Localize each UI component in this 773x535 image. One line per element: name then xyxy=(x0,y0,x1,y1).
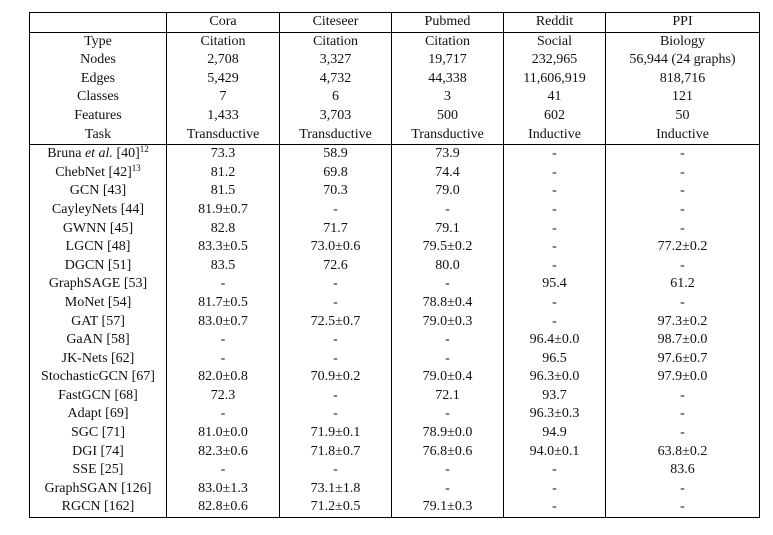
method-name-text: StochasticGCN [67] xyxy=(41,369,155,385)
table-header-row xyxy=(30,13,760,33)
table-cell: - xyxy=(392,405,504,424)
table-cell: 71.2±0.5 xyxy=(280,498,392,517)
table-cell: 61.2 xyxy=(606,275,760,294)
table-cell: 1,433 xyxy=(167,107,280,126)
table-cell: 81.9±0.7 xyxy=(167,201,280,220)
table-cell: 2,708 xyxy=(167,51,280,70)
table-cell: - xyxy=(606,164,760,183)
table-cell: 96.3±0.3 xyxy=(504,405,606,424)
method-name-text: GWNN [45] xyxy=(62,220,134,236)
table-cell: 81.5 xyxy=(167,182,280,201)
table-cell: 82.8±0.6 xyxy=(167,498,280,517)
table-cell: 82.8 xyxy=(167,220,280,239)
table-cell: - xyxy=(280,201,392,220)
method-name xyxy=(30,498,167,517)
method-name xyxy=(30,387,167,406)
table-cell: 58.9 xyxy=(280,145,392,164)
table-cell: 96.5 xyxy=(504,350,606,369)
table-row xyxy=(30,461,760,480)
table-cell: 79.0±0.3 xyxy=(392,313,504,332)
table-cell: 98.7±0.0 xyxy=(606,331,760,350)
table-cell: 93.7 xyxy=(504,387,606,406)
table-cell: 41 xyxy=(504,88,606,107)
table-cell: Transductive xyxy=(167,126,280,145)
table-cell: 71.9±0.1 xyxy=(280,424,392,443)
table-cell: Citation xyxy=(280,32,392,51)
table-cell: 121 xyxy=(606,88,760,107)
table-cell: - xyxy=(280,405,392,424)
method-name xyxy=(30,294,167,313)
table-row xyxy=(30,164,760,183)
table-cell: 72.3 xyxy=(167,387,280,406)
table-cell: - xyxy=(606,294,760,313)
table-cell: 80.0 xyxy=(392,257,504,276)
table-cell: - xyxy=(392,275,504,294)
table-cell: Biology xyxy=(606,32,760,51)
table-cell: - xyxy=(167,350,280,369)
table-cell: 70.9±0.2 xyxy=(280,368,392,387)
table-cell: 78.9±0.0 xyxy=(392,424,504,443)
table-cell: 63.8±0.2 xyxy=(606,443,760,462)
table-row xyxy=(30,257,760,276)
table-cell: 73.3 xyxy=(167,145,280,164)
table-cell: 78.8±0.4 xyxy=(392,294,504,313)
table-cell: 97.9±0.0 xyxy=(606,368,760,387)
method-name-text: JK-Nets [62] xyxy=(61,350,135,366)
table-cell: 83.5 xyxy=(167,257,280,276)
method-name-text: DGI [74] xyxy=(72,443,124,459)
table-cell: 83.6 xyxy=(606,461,760,480)
table-row xyxy=(30,331,760,350)
table-cell: 5,429 xyxy=(167,70,280,89)
column-header: PPI xyxy=(606,13,760,33)
table-cell: - xyxy=(280,461,392,480)
table-cell: 83.0±0.7 xyxy=(167,313,280,332)
table-cell: 77.2±0.2 xyxy=(606,238,760,257)
row-label: Features xyxy=(30,107,167,126)
table-cell: - xyxy=(504,498,606,517)
method-name-text: LGCN [48] xyxy=(65,239,131,255)
table-cell: - xyxy=(504,294,606,313)
table-cell: 4,732 xyxy=(280,70,392,89)
table-row xyxy=(30,201,760,220)
table-cell: Social xyxy=(504,32,606,51)
table-cell: 97.6±0.7 xyxy=(606,350,760,369)
table-cell: - xyxy=(392,331,504,350)
table-cell: - xyxy=(504,257,606,276)
method-name xyxy=(30,238,167,257)
table-cell: - xyxy=(606,201,760,220)
method-name xyxy=(30,405,167,424)
table-cell: 79.0±0.4 xyxy=(392,368,504,387)
table-cell: - xyxy=(606,405,760,424)
table-cell: 6 xyxy=(280,88,392,107)
method-name xyxy=(30,201,167,220)
table-row xyxy=(30,275,760,294)
method-name xyxy=(30,443,167,462)
results-table-container xyxy=(29,12,759,518)
table-cell: 79.5±0.2 xyxy=(392,238,504,257)
table-row xyxy=(30,238,760,257)
table-cell: 72.1 xyxy=(392,387,504,406)
table-cell: 79.1±0.3 xyxy=(392,498,504,517)
table-row xyxy=(30,182,760,201)
method-name xyxy=(30,461,167,480)
table-cell: 11,606,919 xyxy=(504,70,606,89)
method-name-text: SGC [71] xyxy=(70,425,126,441)
table-row xyxy=(30,387,760,406)
table-row xyxy=(30,498,760,517)
table-row xyxy=(30,313,760,332)
results-table xyxy=(29,12,760,518)
method-name xyxy=(30,480,167,499)
stats-row xyxy=(30,70,760,89)
row-label: Nodes xyxy=(30,51,167,70)
table-cell: - xyxy=(167,461,280,480)
stats-row xyxy=(30,126,760,145)
table-cell: 83.0±1.3 xyxy=(167,480,280,499)
table-cell: 97.3±0.2 xyxy=(606,313,760,332)
method-name-text: CayleyNets [44] xyxy=(51,201,145,217)
table-cell: 71.7 xyxy=(280,220,392,239)
table-cell: Citation xyxy=(392,32,504,51)
method-name xyxy=(30,424,167,443)
method-name xyxy=(30,313,167,332)
method-name-text: RGCN [162] xyxy=(61,499,135,515)
table-row xyxy=(30,480,760,499)
method-name xyxy=(30,275,167,294)
method-name-text: GCN [43] xyxy=(69,183,127,199)
table-cell: 72.6 xyxy=(280,257,392,276)
table-cell: - xyxy=(504,182,606,201)
table-cell: 76.8±0.6 xyxy=(392,443,504,462)
table-cell: 602 xyxy=(504,107,606,126)
table-cell: 94.9 xyxy=(504,424,606,443)
table-cell: - xyxy=(504,145,606,164)
table-cell: 70.3 xyxy=(280,182,392,201)
column-header: Pubmed xyxy=(392,13,504,33)
table-cell: 73.1±1.8 xyxy=(280,480,392,499)
row-label: Task xyxy=(30,126,167,145)
table-cell: - xyxy=(606,220,760,239)
table-cell: 83.3±0.5 xyxy=(167,238,280,257)
table-cell: 50 xyxy=(606,107,760,126)
table-cell: - xyxy=(504,480,606,499)
table-cell: 3,703 xyxy=(280,107,392,126)
footnote-marker: 13 xyxy=(131,163,141,173)
table-cell: 818,716 xyxy=(606,70,760,89)
table-cell: - xyxy=(167,405,280,424)
table-cell: Transductive xyxy=(392,126,504,145)
table-cell: - xyxy=(606,257,760,276)
table-row xyxy=(30,368,760,387)
column-header: Cora xyxy=(167,13,280,33)
table-row xyxy=(30,443,760,462)
table-cell: - xyxy=(392,350,504,369)
table-cell: - xyxy=(167,331,280,350)
stats-row xyxy=(30,107,760,126)
method-results-section xyxy=(30,145,760,518)
table-cell: 81.0±0.0 xyxy=(167,424,280,443)
method-name-text: Bruna xyxy=(47,146,85,162)
table-cell: - xyxy=(504,313,606,332)
table-row xyxy=(30,424,760,443)
method-name-text: Adapt [69] xyxy=(67,406,129,422)
table-cell: 73.0±0.6 xyxy=(280,238,392,257)
table-cell: 56,944 (24 graphs) xyxy=(606,51,760,70)
method-name xyxy=(30,368,167,387)
table-cell: 71.8±0.7 xyxy=(280,443,392,462)
method-name-text: GraphSAGE [53] xyxy=(48,276,148,292)
table-cell: 69.8 xyxy=(280,164,392,183)
method-name-italic: et al. xyxy=(84,146,113,162)
table-cell: - xyxy=(504,201,606,220)
footnote-marker: 12 xyxy=(139,144,149,155)
table-cell: - xyxy=(504,164,606,183)
row-label: Classes xyxy=(30,88,167,107)
method-name-text: DGCN [51] xyxy=(64,257,132,273)
table-cell: Inductive xyxy=(606,126,760,145)
table-cell: 81.2 xyxy=(167,164,280,183)
table-cell: - xyxy=(504,220,606,239)
table-cell: Transductive xyxy=(280,126,392,145)
table-cell: - xyxy=(606,498,760,517)
table-cell: 73.9 xyxy=(392,145,504,164)
column-header xyxy=(30,13,167,33)
table-cell: - xyxy=(606,387,760,406)
table-cell: - xyxy=(606,145,760,164)
table-cell: 500 xyxy=(392,107,504,126)
table-cell: 3 xyxy=(392,88,504,107)
stats-row xyxy=(30,51,760,70)
table-cell: - xyxy=(280,275,392,294)
table-cell: 19,717 xyxy=(392,51,504,70)
table-row xyxy=(30,220,760,239)
method-name xyxy=(30,331,167,350)
stats-row xyxy=(30,32,760,51)
method-name-text: FastGCN [68] xyxy=(58,387,138,403)
method-name xyxy=(30,257,167,276)
table-cell: - xyxy=(392,480,504,499)
table-cell: 79.0 xyxy=(392,182,504,201)
table-cell: 7 xyxy=(167,88,280,107)
table-cell: - xyxy=(280,294,392,313)
table-row xyxy=(30,405,760,424)
column-header: Reddit xyxy=(504,13,606,33)
table-cell: - xyxy=(606,480,760,499)
method-name-ref: [40] xyxy=(112,146,140,162)
method-name-text: SSE [25] xyxy=(72,462,124,478)
column-header: Citeseer xyxy=(280,13,392,33)
table-cell: 79.1 xyxy=(392,220,504,239)
table-cell: - xyxy=(280,387,392,406)
table-cell: 232,965 xyxy=(504,51,606,70)
table-cell: 3,327 xyxy=(280,51,392,70)
row-label: Edges xyxy=(30,70,167,89)
method-name-text: GraphSGAN [126] xyxy=(44,480,152,496)
method-name-text: GAT [57] xyxy=(71,313,125,329)
method-name-text: GaAN [58] xyxy=(66,332,130,348)
method-name-text: ChebNet [42] xyxy=(55,164,132,180)
table-cell: 96.3±0.0 xyxy=(504,368,606,387)
table-cell: 44,338 xyxy=(392,70,504,89)
stats-row xyxy=(30,88,760,107)
table-row xyxy=(30,350,760,369)
method-name-text: MoNet [54] xyxy=(64,294,132,310)
method-name xyxy=(30,350,167,369)
table-cell: - xyxy=(392,201,504,220)
table-cell: - xyxy=(280,350,392,369)
table-cell: - xyxy=(504,461,606,480)
table-row xyxy=(30,294,760,313)
table-cell: 95.4 xyxy=(504,275,606,294)
table-row xyxy=(30,145,760,164)
table-cell: - xyxy=(392,461,504,480)
table-cell: - xyxy=(504,238,606,257)
table-cell: - xyxy=(606,182,760,201)
table-cell: Inductive xyxy=(504,126,606,145)
table-cell: Citation xyxy=(167,32,280,51)
table-cell: 82.0±0.8 xyxy=(167,368,280,387)
table-cell: 94.0±0.1 xyxy=(504,443,606,462)
table-cell: 96.4±0.0 xyxy=(504,331,606,350)
method-name xyxy=(30,182,167,201)
dataset-stats-section xyxy=(30,32,760,145)
table-cell: - xyxy=(280,331,392,350)
table-cell: 74.4 xyxy=(392,164,504,183)
table-cell: - xyxy=(606,424,760,443)
table-cell: 82.3±0.6 xyxy=(167,443,280,462)
table-cell: - xyxy=(167,275,280,294)
row-label: Type xyxy=(30,32,167,51)
table-cell: 81.7±0.5 xyxy=(167,294,280,313)
method-name xyxy=(30,145,167,164)
method-name xyxy=(30,220,167,239)
method-name xyxy=(30,164,167,183)
table-cell: 72.5±0.7 xyxy=(280,313,392,332)
